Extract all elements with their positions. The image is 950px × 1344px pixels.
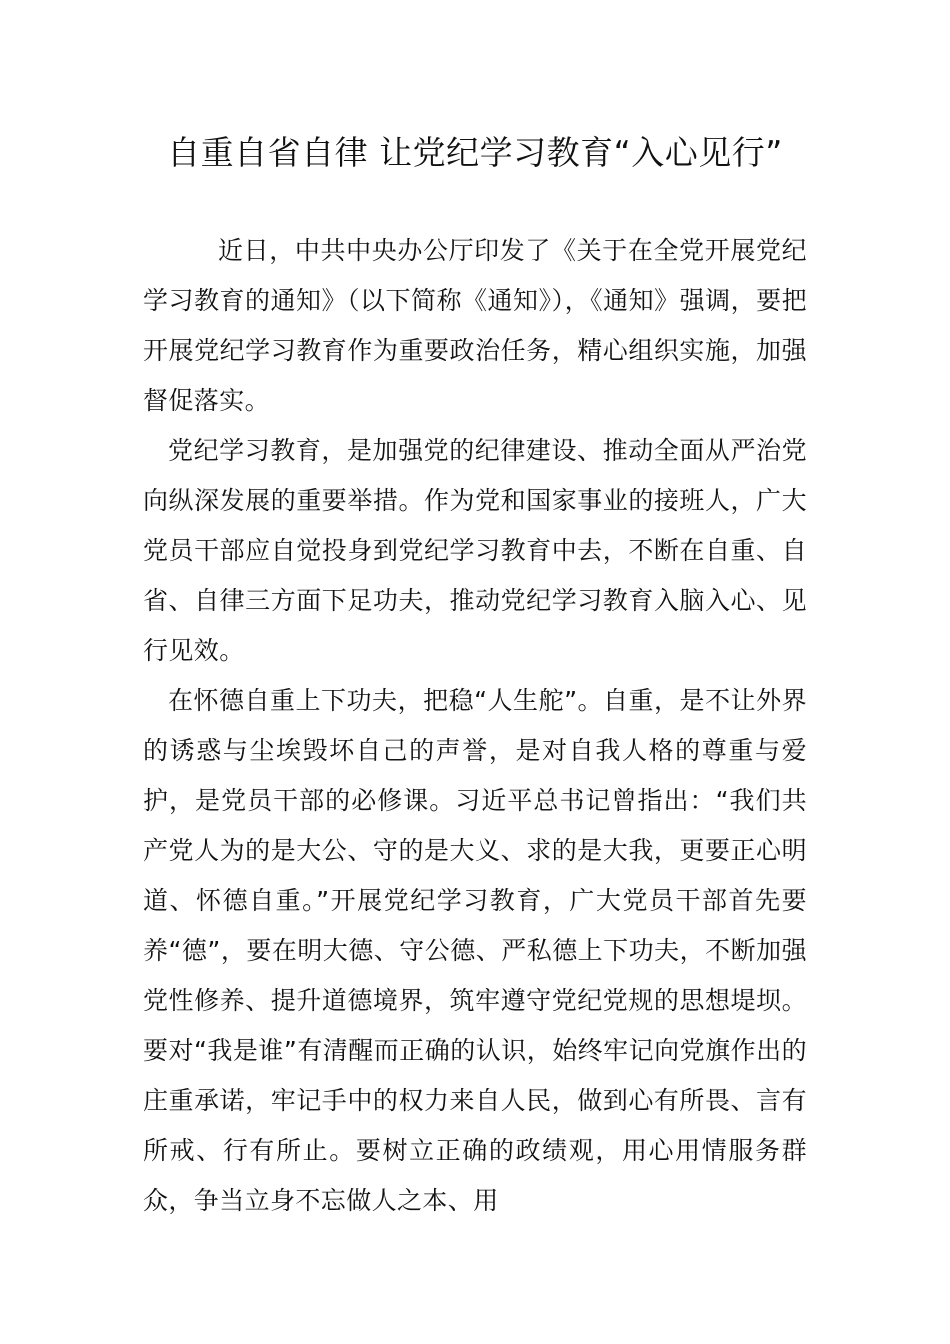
paragraph-intro: 近日，中共中央办公厅印发了《关于在全党开展党纪学习教育的通知》（以下简称《通知》），《通知》强调，要把开展党纪学习教育作为重要政治任务，精心组织实施，加强督促落实。 xyxy=(143,236,807,415)
document-title: 自重自省自律 让党纪学习教育“入心见行” xyxy=(167,133,783,172)
paragraph-self-respect: 在怀德自重上下功夫，把稳“人生舵”。自重，是不让外界的诱惑与尘埃毁坏自己的声誉，是对自我人格的尊重与爱护，是党员干部的必修课。习近平总书记曾指出：“我们共产党人为的是大公、守的是大义、求的是大我，更要正心明道、怀德自重。”开展党纪学习教育，广大党员干部首先要养“德”，要在明大德、守公德、严私德上下功夫，不断加强党性修养、提升道德境界，筑牢遵守党纪党规的思想堤坝。要对“我是谁”有清醒而正确的认识，始终牢记向党旗作出的庄重承诺，牢记手中的权力来自人民，做到心有所畏、言有所戒、行有所止。要树立正确的政绩观，用心用情服务群众，争当立身不忘做人之本、用 xyxy=(143,686,807,1215)
paragraph-significance: 党纪学习教育，是加强党的纪律建设、推动全面从严治党向纵深发展的重要举措。作为党和国家事业的接班人，广大党员干部应自觉投身到党纪学习教育中去，不断在自重、自省、自律三方面下足功夫，推动党纪学习教育入脑入心、见行见效。 xyxy=(143,436,807,665)
